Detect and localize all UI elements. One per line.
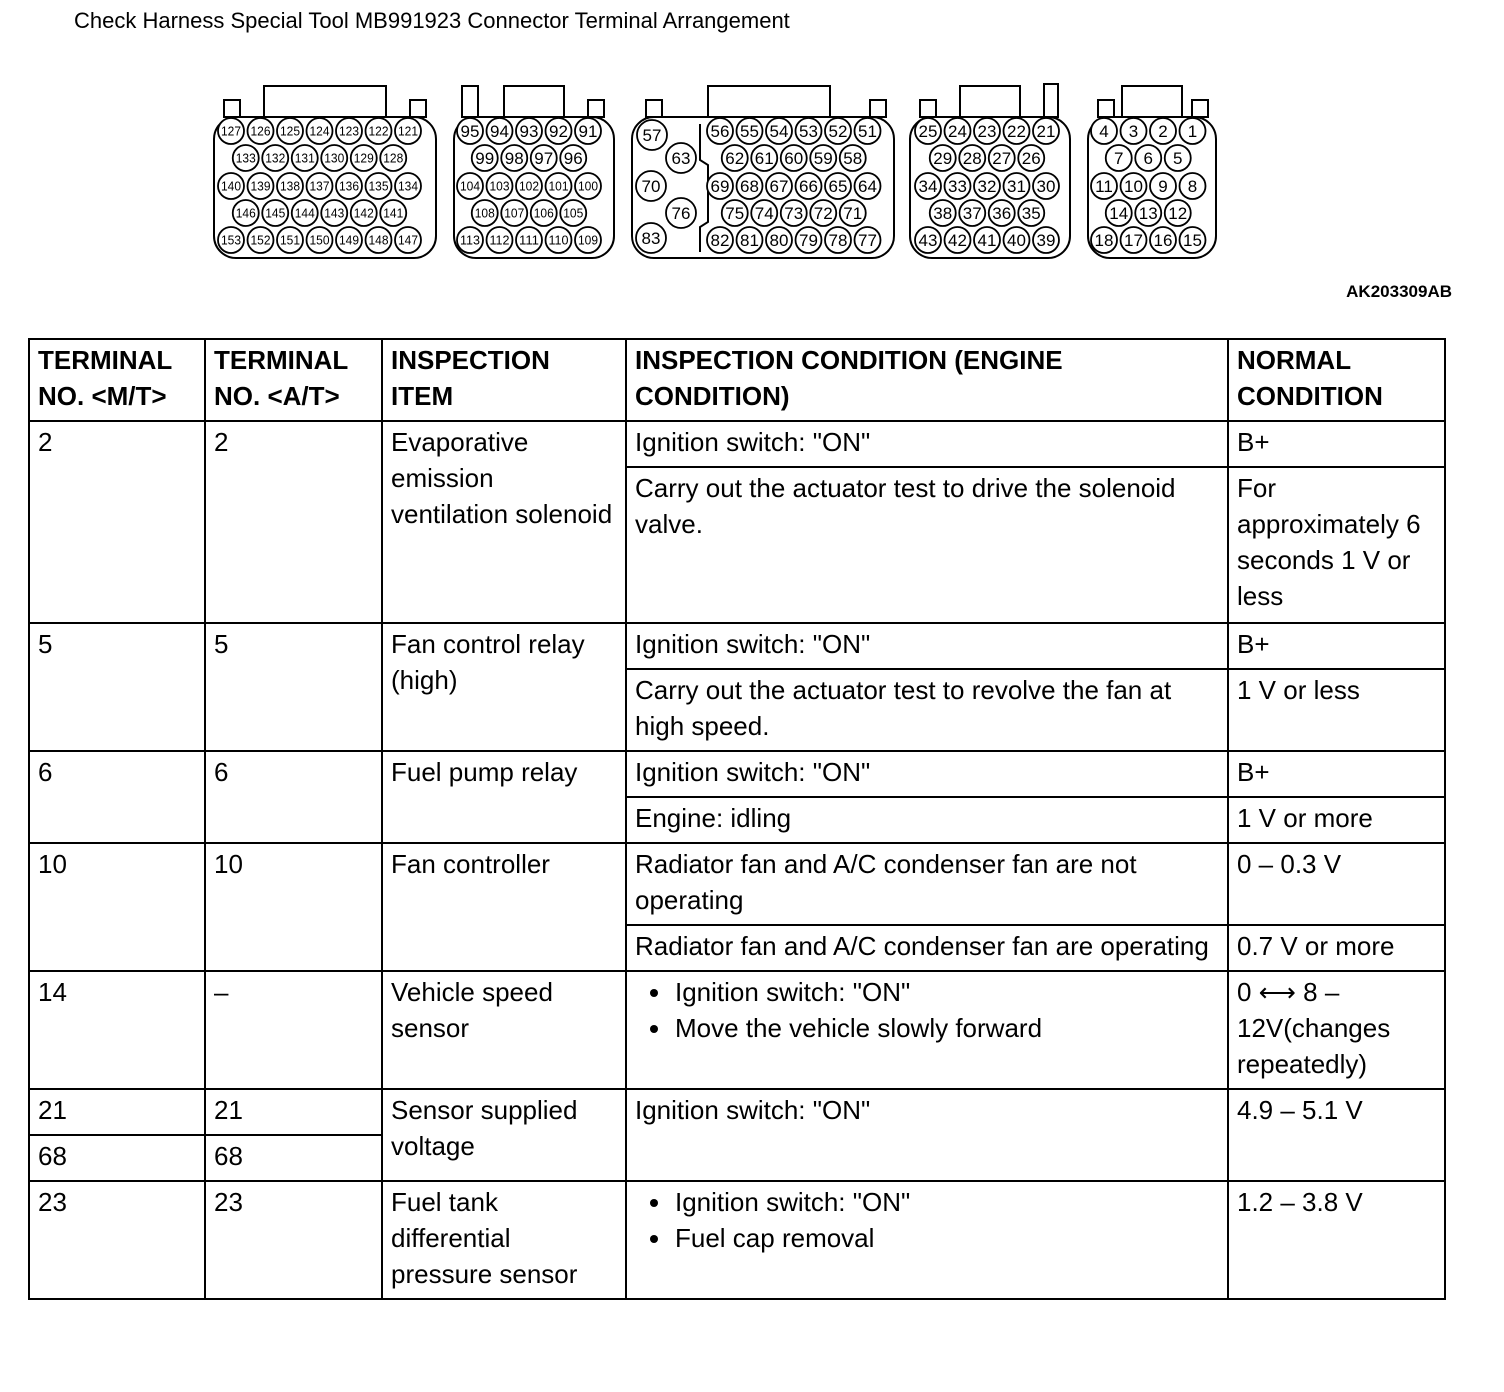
table-row (29, 1181, 1445, 1299)
terminal-number: 22 (1007, 122, 1026, 142)
terminal-at: 21 (205, 1089, 382, 1135)
page-title: Check Harness Special Tool MB991923 Connector Terminal Arrangement (74, 8, 790, 33)
terminal-number: 146 (235, 205, 256, 221)
terminal-number: 33 (948, 177, 967, 197)
condition-bullet: • Move the vehicle slowly forward (673, 1010, 1219, 1046)
terminal-mt: 21 (29, 1089, 205, 1135)
terminal-number: 61 (754, 149, 774, 169)
terminal-number: 60 (784, 149, 804, 169)
condition-bullet: • Ignition switch: "ON" (673, 974, 1219, 1010)
terminal-number: 54 (769, 122, 789, 142)
terminal-number: 135 (368, 178, 389, 194)
terminal-number: 67 (769, 177, 789, 197)
terminal-number: 21 (1036, 122, 1056, 142)
terminal-number: 12 (1168, 204, 1188, 224)
normal-condition: 1 V or more (1228, 797, 1445, 843)
terminal-number: 30 (1036, 177, 1056, 197)
terminal-number: 96 (563, 149, 583, 169)
inspection-condition: Ignition switch: "ON" (626, 421, 1228, 467)
terminal-number: 8 (1187, 177, 1198, 197)
terminal-number: 64 (858, 177, 877, 197)
normal-condition: 0 – 0.3 V (1228, 843, 1445, 925)
terminal-number: 112 (489, 232, 510, 248)
inspection-condition: Carry out the actuator test to revolve the fan at high speed. (626, 669, 1228, 751)
terminal-number: 93 (519, 122, 539, 142)
terminal-number: 80 (769, 231, 789, 251)
terminal-number: 2 (1158, 122, 1168, 142)
terminal-number: 151 (280, 232, 300, 248)
terminal-at: 2 (205, 421, 382, 623)
terminal-at: 6 (205, 751, 382, 843)
terminal-number: 36 (992, 204, 1012, 224)
terminal-number: 7 (1114, 149, 1124, 169)
normal-condition: 1 V or less (1228, 669, 1445, 751)
terminal-number: 108 (474, 205, 495, 221)
terminal-number: 150 (309, 232, 330, 248)
terminal-at: 5 (205, 623, 382, 751)
terminal-number: 62 (725, 149, 745, 169)
inspection-condition (626, 1181, 1228, 1299)
terminal-number: 9 (1158, 177, 1168, 197)
inspection-condition: Ignition switch: "ON" (626, 623, 1228, 669)
terminal-number: 97 (534, 149, 554, 169)
terminal-number: 145 (265, 205, 286, 221)
terminal-number: 148 (368, 232, 389, 248)
terminal-number: 38 (933, 204, 953, 224)
terminal-number: 101 (548, 178, 569, 194)
terminal-number: 147 (398, 232, 418, 248)
terminal-number: 153 (221, 232, 241, 248)
terminal-number: 63 (671, 149, 691, 169)
terminal-number: 121 (398, 123, 418, 139)
terminal-number: 25 (918, 122, 938, 142)
terminal-number: 123 (339, 123, 359, 139)
terminal-number: 65 (828, 177, 848, 197)
terminal-number: 131 (294, 150, 315, 166)
terminal-number: 77 (858, 231, 877, 251)
terminal-number: 104 (460, 178, 480, 194)
terminal-number: 128 (383, 150, 404, 166)
terminal-number: 152 (250, 232, 271, 248)
terminal-number: 58 (843, 149, 863, 169)
inspection-condition: Ignition switch: "ON" (626, 1089, 1228, 1181)
terminal-mt: 10 (29, 843, 205, 971)
table-row (29, 623, 1445, 669)
table-row (29, 843, 1445, 925)
terminal-number: 95 (460, 122, 480, 142)
terminal-number: 13 (1138, 204, 1158, 224)
terminal-number: 98 (504, 149, 524, 169)
terminal-mt: 6 (29, 751, 205, 843)
terminal-number: 6 (1143, 149, 1153, 169)
terminal-number: 15 (1183, 231, 1202, 251)
terminal-number: 127 (221, 123, 241, 139)
inspection-condition: Radiator fan and A/C condenser fan are not operating (626, 843, 1228, 925)
terminal-number: 27 (992, 149, 1012, 169)
terminal-number: 73 (784, 204, 804, 224)
terminal-mt: 14 (29, 971, 205, 1089)
terminal-number: 31 (1007, 177, 1026, 197)
connector-terminal-diagram (0, 0, 1504, 300)
terminal-number: 144 (294, 205, 315, 221)
terminal-number: 35 (1021, 204, 1041, 224)
terminal-number: 133 (235, 150, 256, 166)
inspection-condition: Radiator fan and A/C condenser fan are operating (626, 925, 1228, 971)
terminal-number: 51 (858, 122, 877, 142)
terminal-number: 37 (962, 204, 982, 224)
terminal-number: 17 (1124, 231, 1143, 251)
terminal-number: 102 (519, 178, 539, 194)
table-row (29, 1089, 1445, 1135)
terminal-mt: 23 (29, 1181, 205, 1299)
terminal-number: 68 (740, 177, 759, 197)
terminal-number: 143 (324, 205, 345, 221)
normal-condition: 4.9 – 5.1 V (1228, 1089, 1445, 1181)
terminal-number: 3 (1128, 122, 1139, 142)
inspection-item: Evaporative emission ventilation solenoid (382, 421, 626, 623)
terminal-number: 34 (918, 177, 938, 197)
normal-condition: 0 ⟷ 8 – 12V(changes repeatedly) (1228, 971, 1445, 1089)
terminal-number: 43 (918, 231, 938, 251)
inspection-condition: Carry out the actuator test to drive the solenoid valve. (626, 467, 1228, 623)
terminal-number: 74 (754, 204, 774, 224)
terminal-number: 52 (828, 122, 848, 142)
inspection-item: Vehicle speed sensor (382, 971, 626, 1089)
normal-condition: 1.2 – 3.8 V (1228, 1181, 1445, 1299)
terminal-number: 83 (641, 229, 661, 249)
inspection-item: Sensor supplied voltage (382, 1089, 626, 1181)
terminal-number: 126 (250, 123, 271, 139)
terminal-number: 107 (504, 205, 525, 221)
terminal-number: 28 (962, 149, 982, 169)
terminal-number: 111 (519, 232, 539, 248)
terminal-number: 78 (828, 231, 848, 251)
terminal-number: 149 (339, 232, 359, 248)
header-terminal-mt: TERMINAL NO. <M/T> (29, 339, 205, 421)
inspection-item: Fuel tank differential pressure sensor (382, 1181, 626, 1299)
terminal-number: 136 (339, 178, 359, 194)
terminal-number: 55 (740, 122, 759, 142)
inspection-condition: Ignition switch: "ON" (626, 751, 1228, 797)
terminal-number: 137 (309, 178, 330, 194)
terminal-number: 16 (1153, 231, 1173, 251)
terminal-number: 71 (843, 204, 863, 224)
terminal-at: 23 (205, 1181, 382, 1299)
terminal-number: 134 (398, 178, 418, 194)
terminal-at: 68 (205, 1135, 382, 1181)
terminal-number: 125 (280, 123, 300, 139)
terminal-mt: 2 (29, 421, 205, 623)
inspection-table (28, 338, 1446, 1300)
terminal-mt: 5 (29, 623, 205, 751)
terminal-at: 10 (205, 843, 382, 971)
normal-condition: 0.7 V or more (1228, 925, 1445, 971)
terminal-number: 41 (977, 231, 997, 251)
inspection-item: Fuel pump relay (382, 751, 626, 843)
terminal-number: 130 (324, 150, 345, 166)
terminal-number: 76 (671, 204, 691, 224)
terminal-number: 81 (740, 231, 759, 251)
inspection-item: Fan controller (382, 843, 626, 971)
terminal-number: 10 (1124, 177, 1143, 197)
terminal-number: 57 (642, 126, 662, 146)
figure-code: AK203309AB (1346, 282, 1452, 301)
terminal-number: 75 (725, 204, 745, 224)
terminal-number: 23 (977, 122, 997, 142)
terminal-number: 99 (475, 149, 495, 169)
terminal-number: 94 (490, 122, 509, 142)
terminal-number: 70 (641, 177, 661, 197)
inspection-item: Fan control relay (high) (382, 623, 626, 751)
terminal-number: 29 (933, 149, 953, 169)
condition-bullet: • Ignition switch: "ON" (673, 1184, 1219, 1220)
terminal-number: 59 (813, 149, 833, 169)
terminal-number: 5 (1173, 149, 1183, 169)
terminal-number: 24 (948, 122, 967, 142)
inspection-condition: Engine: idling (626, 797, 1228, 843)
normal-condition: B+ (1228, 421, 1445, 467)
terminal-number: 138 (280, 178, 300, 194)
table-row (29, 971, 1445, 1089)
terminal-number: 103 (489, 178, 510, 194)
condition-bullet: • Fuel cap removal (673, 1220, 1219, 1256)
terminal-number: 56 (710, 122, 730, 142)
table-row (29, 751, 1445, 797)
terminal-number: 40 (1007, 231, 1026, 251)
terminal-number: 18 (1094, 231, 1114, 251)
inspection-condition (626, 971, 1228, 1089)
terminal-number: 4 (1099, 122, 1109, 142)
normal-condition: B+ (1228, 623, 1445, 669)
terminal-number: 79 (799, 231, 818, 251)
terminal-number: 139 (250, 178, 271, 194)
terminal-number: 124 (309, 123, 330, 139)
terminal-number: 39 (1036, 231, 1056, 251)
terminal-number: 32 (977, 177, 997, 197)
normal-condition: For approximately 6 seconds 1 V or less (1228, 467, 1445, 623)
table-header-row (29, 339, 1445, 421)
header-normal-condition: NORMAL CONDITION (1228, 339, 1445, 421)
terminal-number: 113 (460, 232, 480, 248)
terminal-number: 69 (710, 177, 730, 197)
terminal-number: 53 (799, 122, 818, 142)
terminal-number: 132 (265, 150, 286, 166)
terminal-number: 105 (563, 205, 584, 221)
terminal-number: 142 (353, 205, 374, 221)
terminal-number: 100 (578, 178, 598, 194)
terminal-number: 1 (1187, 122, 1198, 142)
terminal-number: 26 (1021, 149, 1041, 169)
terminal-number: 92 (549, 122, 568, 142)
terminal-number: 82 (710, 231, 730, 251)
terminal-number: 42 (948, 231, 967, 251)
normal-condition: B+ (1228, 751, 1445, 797)
terminal-number: 106 (533, 205, 554, 221)
terminal-number: 141 (383, 205, 404, 221)
header-inspection-item: INSPECTION ITEM (382, 339, 626, 421)
header-terminal-at: TERMINAL NO. <A/T> (205, 339, 382, 421)
header-inspection-condition: INSPECTION CONDITION (ENGINE CONDITION) (626, 339, 1228, 421)
terminal-number: 122 (368, 123, 389, 139)
terminal-number: 110 (548, 232, 569, 248)
terminal-number: 14 (1109, 204, 1129, 224)
terminal-at: – (205, 971, 382, 1089)
terminal-number: 140 (221, 178, 241, 194)
table-row (29, 421, 1445, 467)
terminal-number: 72 (813, 204, 833, 224)
terminal-number: 66 (799, 177, 818, 197)
terminal-mt: 68 (29, 1135, 205, 1181)
terminal-number: 129 (353, 150, 374, 166)
terminal-number: 109 (578, 232, 598, 248)
terminal-number: 11 (1095, 177, 1113, 197)
terminal-number: 91 (578, 122, 598, 142)
